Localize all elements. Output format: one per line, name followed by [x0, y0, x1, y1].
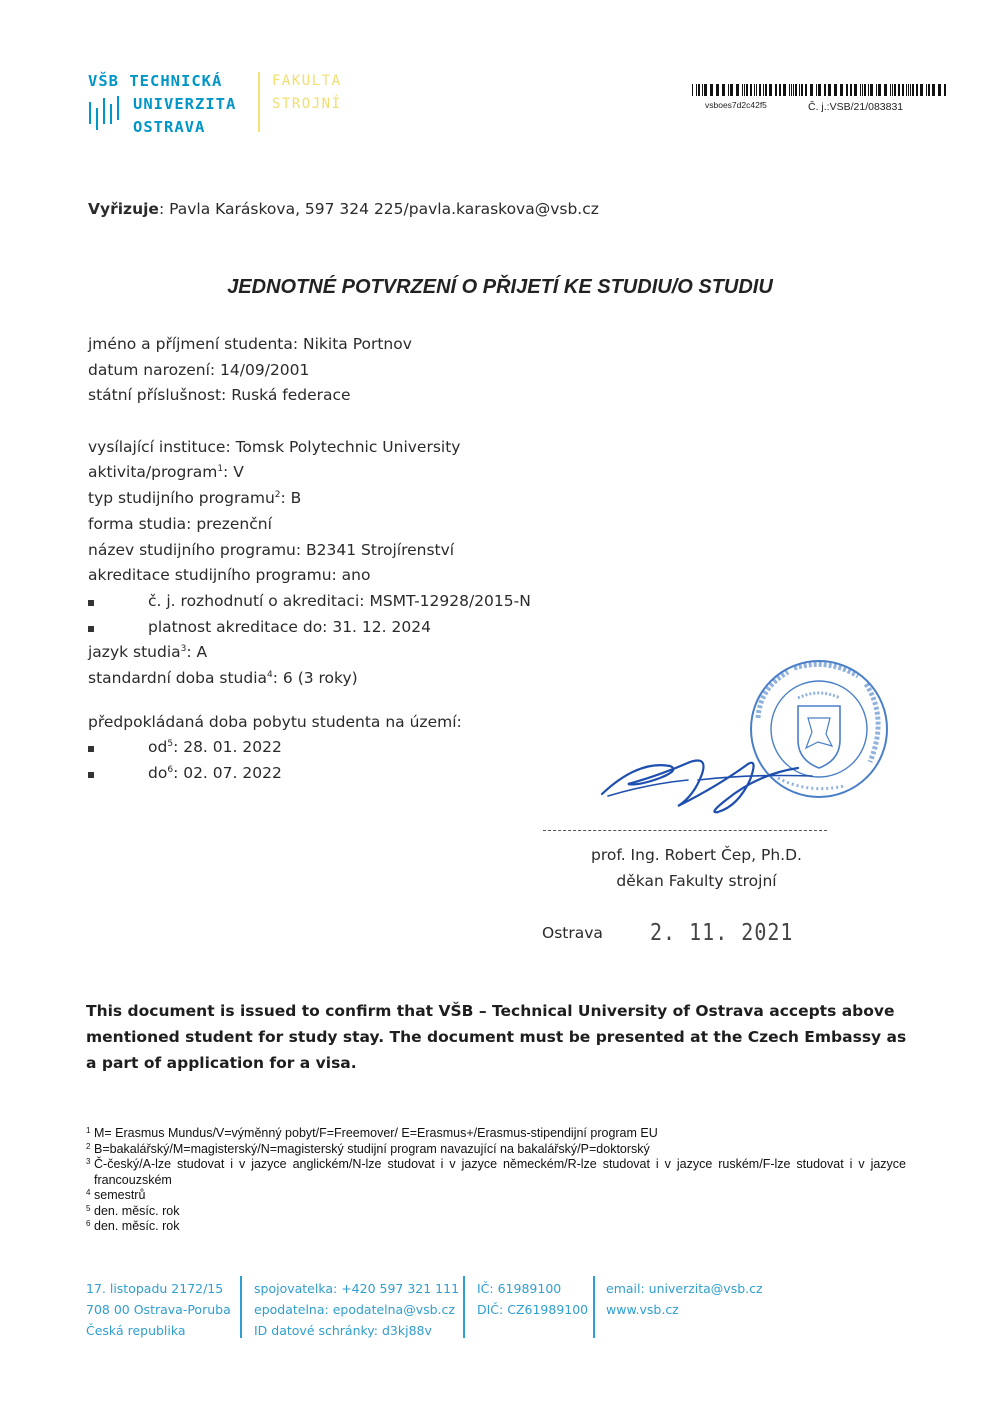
stay-from: $od^5$: 28. 01. 2022: [88, 735, 688, 761]
study-form: forma studia: prezenční: [88, 514, 272, 533]
birth-date: datum narození: 14/09/2001: [88, 360, 310, 379]
epodatelna-link[interactable]: epodatelna: epodatelna@vsb.cz: [254, 1302, 455, 1317]
logo-line-1: VŠB TECHNICKÁ: [88, 72, 223, 90]
activity-program: aktivita/program$^1$: V: [88, 463, 244, 482]
signature-line: [543, 830, 827, 831]
document-title: JEDNOTNÉ POTVRZENÍ O PŘIJETÍ KE STUDIU/O STUDIU: [227, 276, 773, 298]
footnote-5: 5 den. měsíc. rok: [86, 1203, 180, 1218]
footnotes: [86, 1126, 906, 1235]
website-link[interactable]: www.vsb.cz: [606, 1302, 679, 1317]
place: Ostrava: [542, 924, 603, 942]
university-logo-bars-icon: [88, 96, 122, 130]
footer-contacts: spojovatelka: +420 597 321 111 epodatelna: epodatelna@vsb.cz ID datové schránky: d3kj88v: [254, 1281, 460, 1338]
accreditation: akreditace studijního programu: ano: [88, 566, 371, 585]
faculty-line-2: STROJNÍ: [272, 96, 342, 112]
study-language: jazyk studia$^3$: A: [88, 643, 208, 662]
footnote-1: 1 M= Erasmus Mundus/V=výměnný pobyt/F=Freemover/ E=Erasmus+/Erasmus-stipendijní program EU: [86, 1126, 658, 1140]
faculty-line-1: FAKULTA: [272, 73, 342, 89]
footer-ids: IČ: 61989100 DIČ: CZ61989100: [477, 1281, 589, 1317]
footer-address: 17. listopadu 2172/15 708 00 Ostrava-Poruba Česká republika: [86, 1281, 231, 1338]
footnote-4: 4 semestrů: [86, 1188, 146, 1202]
stay-heading: předpokládaná doba pobytu studenta na území:: [88, 712, 462, 731]
barcode-icon: [692, 84, 948, 96]
reference-number: Č. j.:VSB/21/083831: [808, 101, 904, 113]
footnote-3: 3 Č-český/A-lze studovat i v jazyce anglickém/N-lze studovat i v jazyce německém/R-lze studovat i v jazyce ruském/F-lze studovat i v jazyce francouzském: [86, 1157, 906, 1187]
logo-divider: [258, 72, 260, 132]
footer-divider: [593, 1276, 595, 1338]
date-stamp: 2. 11. 2021: [650, 918, 794, 946]
accreditation-validity: platnost akreditace do: 31. 12. 2024: [88, 615, 688, 641]
barcode-code: vsboes7d2c42f5: [705, 100, 767, 110]
footer-web: [606, 1278, 763, 1320]
footnote-6: 6 den. měsíc. rok: [86, 1219, 180, 1233]
visa-notice: This document is issued to confirm that VŠB – Technical University of Ostrava accepts above mentioned student for study stay. The document must be presented at the Czech Embassy as a part of application for a visa.: [86, 1002, 907, 1072]
study-duration: standardní doba studia$^4$: 6 (3 roky): [88, 668, 358, 687]
handler-label: Vyřizuje: [88, 200, 159, 218]
citizenship: státní příslušnost: Ruská federace: [88, 386, 351, 405]
signature-icon: [598, 740, 858, 820]
handler-line: [88, 200, 599, 218]
signatory-name: prof. Ing. Robert Čep, Ph.D.: [591, 846, 802, 864]
footnote-2: 2 B=bakalářský/M=magisterský/N=magisterský studijní program navazující na bakalářský/P=doktorský: [86, 1141, 650, 1156]
logo-line-2: UNIVERZITA: [133, 95, 237, 113]
program-type: typ studijního programu$^2$: B: [88, 489, 302, 508]
sending-institution: vysílající instituce: Tomsk Polytechnic University: [88, 437, 461, 456]
program-name: název studijního programu: B2341 Strojírenství: [88, 540, 455, 559]
handler-value: : Pavla Karáskova, 597 324 225/pavla.karaskova@vsb.cz: [158, 200, 599, 218]
student-name: jméno a příjmení studenta: Nikita Portnov: [88, 335, 412, 353]
stay-to: $do^6$: 02. 07. 2022: [88, 761, 688, 787]
accreditation-decision: č. j. rozhodnutí o akreditaci: MSMT-12928/2015-N: [88, 589, 688, 615]
student-fields: [88, 332, 688, 787]
logo-line-3: OSTRAVA: [133, 118, 206, 136]
footer-divider: [463, 1276, 465, 1338]
footer-divider: [240, 1276, 242, 1338]
signatory-title: děkan Fakulty strojní: [616, 872, 777, 890]
email-link[interactable]: email: univerzita@vsb.cz: [606, 1281, 763, 1296]
